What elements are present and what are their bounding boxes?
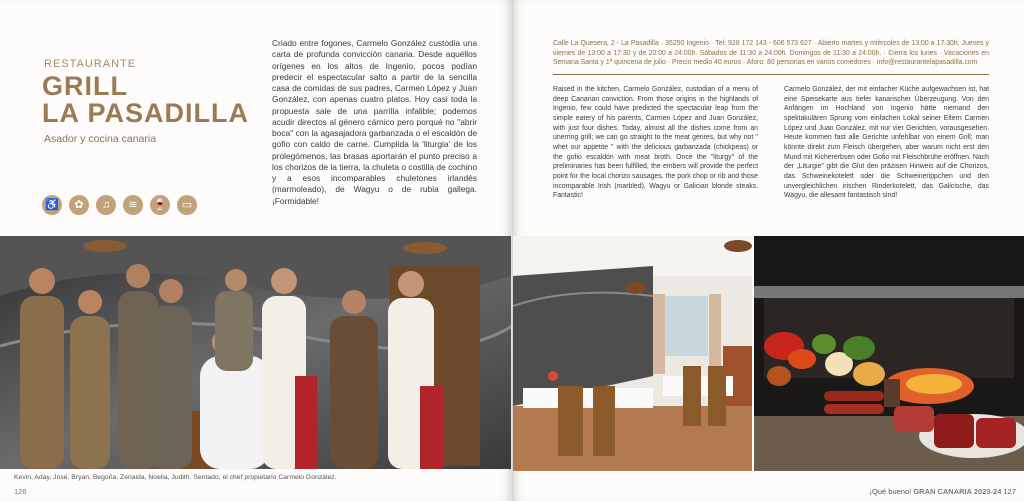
dining-room-photo: [513, 236, 752, 471]
spanish-review-text: Criado entre fogones, Carmelo González custodia una carta de profunda convicción canaria. Desde aquéllos orígenes en los altos de Ingenio, pocos podían predecir el espectacular salto a partir de la sencilla casa de comidas de sus padres, Carmen López y Juan González, con apenas cuatro platos. Hoy casi toda la propuesta sale de una parrilla infalible; podemos acudir directos al género cárnico pero porqué no "abrir boca" con la agasajadora garbanzada o el escaldón de gofio con caldo de carne. Cumplida la 'liturgia' de los prolegómenos, las brasas aportarán el punto preciso a los chorizos de la tierra, la chuleta o costilla de cochino y a esos incomparables chuletones irlandés (marmoleado), de Wagyu o de rubia gallega. ¡Formidable!: [272, 38, 477, 206]
wheelchair-icon: ♿: [42, 195, 62, 215]
grill-photo: [754, 236, 1024, 471]
page-footer-right: [870, 487, 1016, 496]
right-page: [513, 0, 1024, 501]
page-number-left: 126: [14, 487, 27, 496]
grill-illustration: [754, 236, 1024, 471]
section-kicker: RESTAURANTE: [44, 58, 137, 70]
photo-caption: Kevin, Aday, José, Bryan, Begoña, Zenaida, Noelia, Judith. Sentado, el chef propietario Carmelo González.: [14, 474, 337, 481]
staff-photo-illustration: [0, 236, 512, 469]
music-icon: ♫: [96, 195, 116, 215]
info-divider: [553, 74, 989, 75]
wine-bar-icon: 🍷: [150, 195, 170, 215]
wifi-icon: ≋: [123, 195, 143, 215]
magazine-prefix: ¡Qué bueno!: [869, 487, 912, 496]
title-line-2: LA PASADILLA: [42, 98, 249, 128]
title-line-1: GRILL: [42, 71, 128, 101]
restaurant-subtitle: Asador y cocina canaria: [44, 133, 157, 145]
staff-team-photo: [0, 236, 512, 469]
restaurant-info: Calle La Quesera, 2 - La Pasadilla · 35250 Ingenio · Tel: 928 172 143 - 606 573 627 · Abierto martes y miércoles de 13:00 a 17:30h. Jueves y viernes de 13:00 a 17:30 y de 20:00 a 24:00h. Sábados de 11:30 a 24:00h. Domingos de 11:30 a 24:00h. · Cierra los lunes · Vacaciones en Semana Santa y 1ª quincena de julio · Precio medio 40 euros · Aforo: 80 personas en varios comedores · info@restaurantelapasadilla.com: [553, 40, 989, 67]
page-number-right: 127: [1003, 487, 1016, 496]
terrace-icon: ✿: [69, 195, 89, 215]
german-review-text: Carmelo González, der mit einfacher Küche aufgewachsen ist, hat eine Speisekarte aus tiefer kanarischer Überzeugung. Von den Anfängen im Hochland von Ingenio hätte niemand den spektakulären Sprung vom einfachen Lokal seiner Eltern Carmen López und Juan González, mit nur vier Gerichten, vorausgesehen. Heute kommen fast alle Gerichte unfehlbar von einem Grill; man könnte direkt zum Fleisch übergehen, aber warum nicht erst den Mund mit Kichererbsen oder Gofio mit Fleischbrühe eröffnen. Nach der „Liturgie" gibt die Glut den präzisen Hinweis auf die Chorizos, das Schweinekotelett oder die Schweinerippchen und den unvergleichlichen irischen Rinderkotelett, das Galicische, das Wagyu, die allesamt fantastisch sind!: [784, 86, 989, 200]
dining-room-illustration: [513, 236, 752, 471]
amenity-icons: [42, 195, 197, 215]
credit-card-icon: ▭: [177, 195, 197, 215]
restaurant-title: [42, 73, 249, 127]
magazine-title: GRAN CANARIA 2023-24: [913, 487, 1002, 496]
english-review-text: Raised in the kitchen, Carmelo González, custodian of a menu of deep Canarian conviction. From those origins in the highlands of Ingenio, few could have predicted the spectacular leap from the simple eatery of his parents, Carmen López and Juan González, with just four dishes. Today, almost all the dishes come from an unerring grill; we can go straight to the meat genres, but why not " whet our appetite " with the delicious garbanzada (chickpeas) or the gofio escaldón with meat broth. Once the "liturgy" of the preliminaries has been fulfilled, the embers will provide the perfect point for the local chorizo sausages, the pork chop or rib and those incomparable Irish (marbled), Wagyu or Galician blonde steaks. Fantastic!: [553, 86, 758, 200]
